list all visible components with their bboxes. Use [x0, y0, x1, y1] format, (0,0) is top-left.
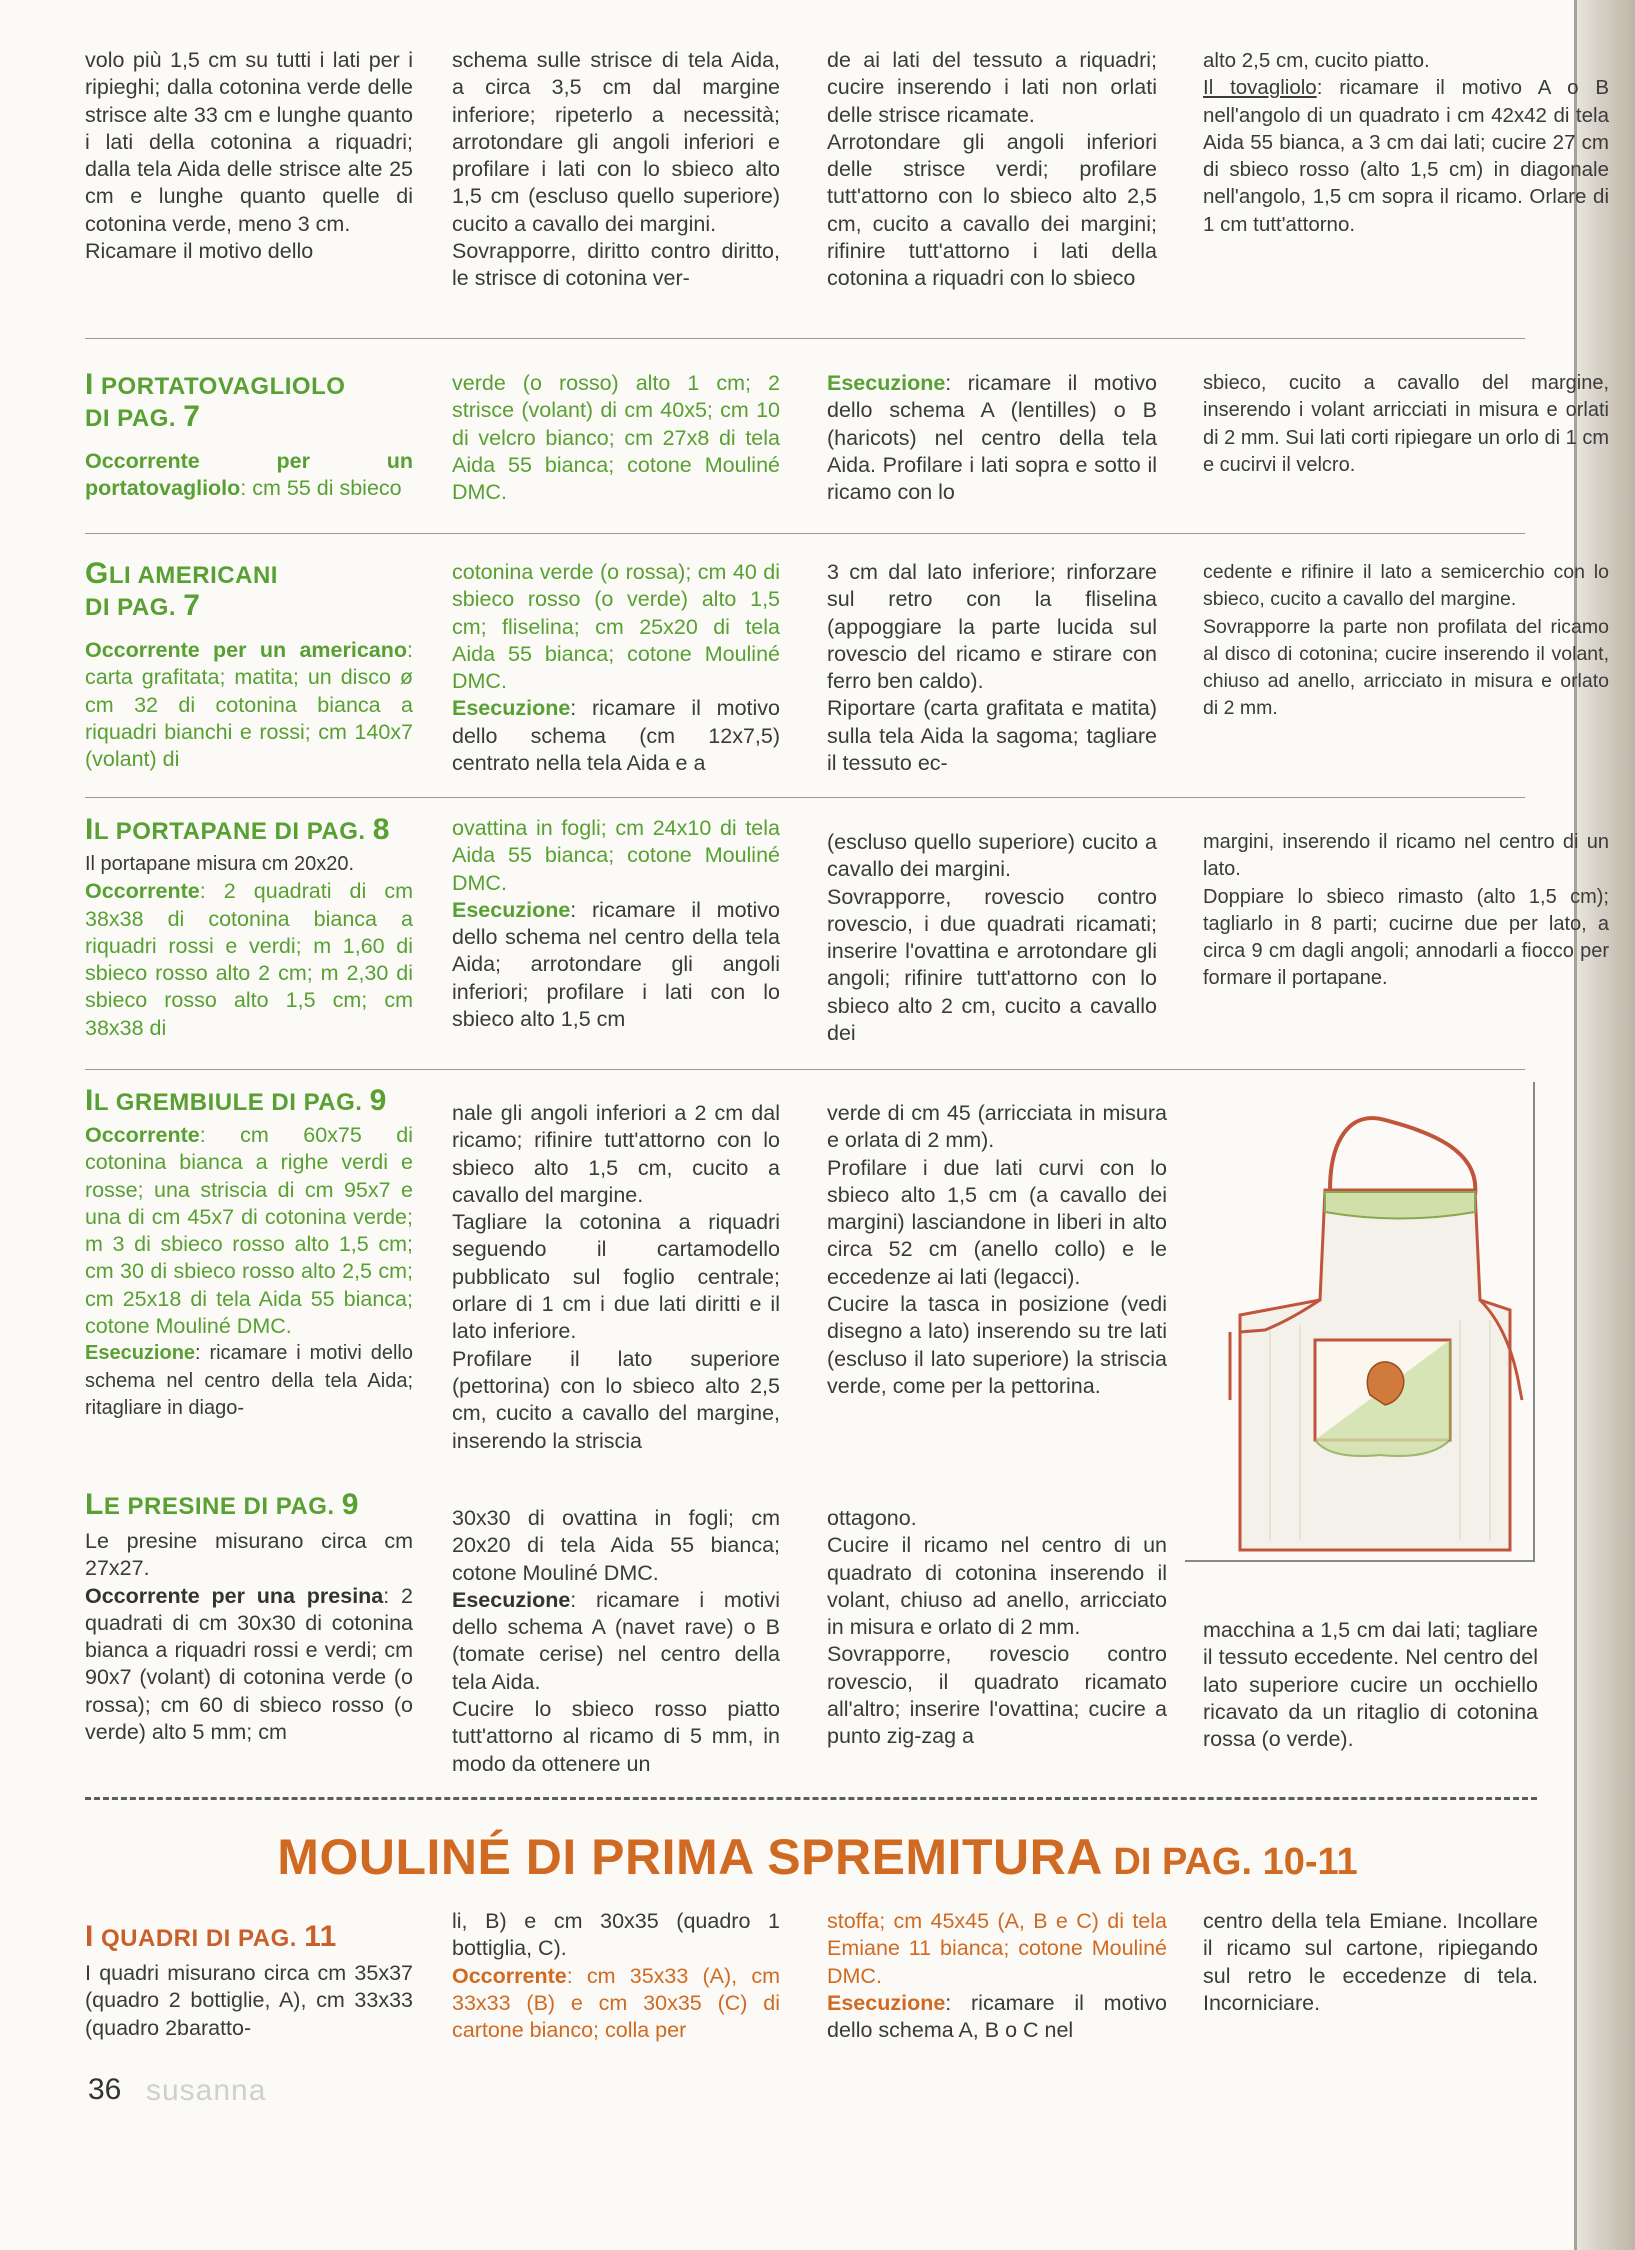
apron-illustration — [1210, 1100, 1530, 1560]
magazine-name: susanna — [146, 2074, 267, 2107]
text-paragraph: sbieco, cucito a cavallo del margine, inserendo i volant arricciati in misura e orlati di 2 mm. Sui lati corti ripiegare un orlo di 1 cm e cucirvi il velcro. — [1203, 372, 1609, 476]
text-paragraph: : ricamare il motivo dello schema A (lentilles) o B (haricots) nel centro della tela Aida. Profilare i lati sopra e sotto il ricamo con lo — [827, 371, 1157, 505]
esecuzione-label: Esecuzione — [452, 897, 571, 922]
text-paragraph: verde di cm 45 (arricciata in misura e orlata di 2 mm). — [827, 1101, 1167, 1153]
text-paragraph: 3 cm dal lato inferiore; rinforzare sul retro con la fliselina (appoggiare la parte lucida sul rovescio del ricamo e stirare con ferro ben caldo). — [827, 560, 1157, 694]
text-paragraph: li, B) e cm 30x35 (quadro 1 bottiglia, C). — [452, 1909, 780, 1961]
text-paragraph: verde (o rosso) alto 1 cm; 2 strisce (volant) di cm 40x5; cm 10 di velcro bianco; cm 27x8 di tela Aida 55 bianca; cotone Mouliné DMC. — [452, 371, 780, 505]
text-paragraph: (escluso quello superiore) cucito a cavallo dei margini. — [827, 830, 1157, 882]
occorrente-label: Occorrente — [452, 1963, 567, 1988]
chapter-banner — [0, 1828, 1635, 1886]
occorrente-label: Occorrente per un americano — [85, 638, 408, 662]
apron-bib-ruffle — [1325, 1192, 1475, 1219]
section-title: GLI AMERICANI DI PAG. 7 — [85, 557, 278, 622]
text-paragraph: ovattina in fogli; cm 24x10 di tela Aida 55 bianca; cotone Mouliné DMC. — [452, 816, 780, 895]
section-title: IL GREMBIULE DI PAG. 9 — [85, 1084, 387, 1117]
banner-subtitle: DI PAG. 10-11 — [1102, 1841, 1358, 1883]
text-paragraph: : ricamare il motivo dello schema A, B o C nel — [827, 1990, 1167, 2043]
text-paragraph: : ricamare i motivi dello schema nel centro della tela Aida; ritagliare in diago- — [85, 1342, 413, 1419]
text-paragraph: Tagliare la cotonina a riquadri seguendo il cartamodello pubblicato sul foglio centrale; orlare di 1 cm i due lati diritti e il lato inferiore. — [452, 1210, 780, 1344]
text-paragraph: : cm 35x33 (A), cm 33x33 (B) e cm 30x35 (C) di cartone bianco; colla per — [452, 1963, 780, 2043]
section-divider — [85, 533, 1525, 534]
text-paragraph: Sovrapporre, rovescio contro rovescio, il quadrato ricamato all'altro; inserire l'ovattina; cucire a punto zig-zag a — [827, 1642, 1167, 1749]
text-paragraph: Arrotondare gli angoli inferiori delle strisce verdi; profilare tutt'attorno con lo sbieco alto 2,5 cm, cucito a cavallo dei margini; rifinire tutt'attorno i lati della cotonina a riquadri con lo sbieco — [827, 129, 1157, 291]
esecuzione-label: Esecuzione — [827, 371, 946, 395]
text-paragraph: Sovrapporre, diritto contro diritto, le strisce di cotonina ver- — [452, 239, 780, 291]
text-paragraph: cedente e rifinire il lato a semicerchio con lo sbieco, cucito a cavallo del margine. — [1203, 561, 1609, 611]
page-spine — [1575, 0, 1635, 2250]
text-paragraph: : ricamare il motivo dello schema (cm 12x7,5) centrato nella tela Aida e a — [452, 696, 780, 776]
text-paragraph: 30x30 di ovattina in fogli; cm 20x20 di tela Aida 55 bianca; cotone Mouliné DMC. — [452, 1506, 780, 1585]
text-paragraph: : 2 quadrati di cm 38x38 di cotonina bianca a riquadri rossi e verdi; m 1,60 di sbieco rosso alto 2 cm; m 2,30 di sbieco rosso alto 1,5 cm; cm 38x38 di — [85, 879, 413, 1040]
text-paragraph: stoffa; cm 45x45 (A, B e C) di tela Emiane 11 bianca; cotone Mouliné DMC. — [827, 1909, 1167, 1988]
text-paragraph: Cucire lo sbieco rosso piatto tutt'attorno al ricamo di 5 mm, in modo da ottenere un — [452, 1697, 780, 1776]
text-paragraph: : ricamare il motivo dello schema nel centro della tela Aida; arrotondare gli angoli inferiori; profilare i lati con lo sbieco alto 1,5 cm — [452, 897, 780, 1032]
text-paragraph: : carta grafitata; matita; un disco ø cm 32 di cotonina bianca a riquadri bianchi e rossi; cm 140x7 (volant) di — [85, 638, 413, 772]
esecuzione-label: Esecuzione — [827, 1990, 946, 2015]
apron-neck-loop — [1330, 1118, 1475, 1195]
occorrente-label: Occorrente — [85, 1123, 200, 1147]
text-paragraph: : cm 60x75 di cotonina bianca a righe verdi e rosse; una striscia di cm 95x7 e una di cm 45x7 di cotonina verde; m 3 di sbieco rosso alto 1,5 cm; cm 30 di sbieco rosso alto 2,5 cm; cm 25x18 di tela Aida 55 bianca; cotone Mouliné DMC. — [85, 1123, 413, 1339]
page-number: 36 — [88, 2073, 122, 2106]
section-divider — [85, 797, 1525, 798]
esecuzione-label: Esecuzione — [85, 1342, 196, 1365]
section-divider — [85, 1069, 1525, 1070]
dashed-separator — [85, 1797, 1537, 1800]
text-paragraph: : ricamare i motivi dello schema A (navet rave) o B (tomate cerise) nel centro della tela Aida. — [452, 1587, 780, 1694]
text-paragraph: ottagono. — [827, 1506, 917, 1530]
text-paragraph: Sovrapporre, rovescio contro rovescio, i due quadrati ricamati; inserire l'ovattina e arrotondare gli angoli; rifinire tutt'attorno con lo sbieco alto 2 cm, cucito a cavallo dei — [827, 884, 1157, 1046]
text-paragraph: : ricamare il motivo A o B nell'angolo di un quadrato i cm 42x42 di tela Aida 55 bianca, a 3 cm dai lati; cucire 27 cm di sbieco rosso (alto 1,5 cm) in diagonale nell'angolo, 1,5 cm sopra il ricamo. Orlare di 1 cm tutt'attorno. — [1203, 76, 1609, 236]
text-paragraph: Cucire la tasca in posizione (vedi disegno a lato) inserendo su tre lati (escluso il lato superiore) la striscia verde, come per la pettorina. — [827, 1292, 1167, 1398]
text-paragraph: nale gli angoli inferiori a 2 cm dal ricamo; rifinire tutt'attorno con lo sbieco alto 1,5 cm, cucito a cavallo del margine. — [452, 1101, 780, 1207]
text-paragraph: schema sulle strisce di tela Aida, a circa 3,5 cm dal margine inferiore; ripeterlo a necessità; arrotondare gli angoli inferiori e profilare i lati con lo sbieco alto 1,5 cm (escluso quello superiore) cucito a cavallo dei margini. — [452, 48, 780, 236]
text-paragraph: Cucire il ricamo nel centro di un quadrato di cotonina inserendo il volant, chiuso ad anello, arricciato in misura e orlato di 2 mm. — [827, 1533, 1167, 1640]
text-paragraph: : cm 55 di sbieco — [240, 476, 402, 501]
occorrente-label: Occorrente per un portatovagliolo — [85, 449, 413, 501]
text-paragraph: Sovrapporre la parte non profilata del ricamo al disco di cotonina; cucire inserendo il volant, chiuso ad anello, arricciato in misura e orlato di 2 mm. — [1203, 615, 1609, 720]
text-paragraph: centro della tela Emiane. Incollare il ricamo sul cartone, ripiegando sul retro le eccedenze di tela. Incorniciare. — [1203, 1909, 1538, 2015]
text-paragraph: Riportare (carta grafitata e matita) sulla tela Aida la sagoma; tagliare il tessuto ec- — [827, 696, 1157, 776]
text-paragraph: alto 2,5 cm, cucito piatto. — [1203, 49, 1430, 72]
text-paragraph: I quadri misurano circa cm 35x37 (quadro 2 bottiglie, A), cm 33x33 (quadro 2baratto- — [85, 1961, 413, 2040]
text-paragraph: Le presine misurano circa cm 27x27. — [85, 1529, 413, 1581]
text-paragraph: margini, inserendo il ricamo nel centro di un lato. — [1203, 831, 1609, 881]
text-paragraph: cotonina verde (o rossa); cm 40 di sbieco rosso (o verde) alto 1,5 cm; fliselina; cm 25x20 di tela Aida 55 bianca; cotone Mouliné DMC. — [452, 560, 780, 694]
section-title: IL PORTAPANE DI PAG. 8 — [85, 813, 390, 846]
section-title: I PORTATOVAGLIOLO DI PAG. 7 — [85, 368, 346, 433]
banner-title: MOULINÉ DI PRIMA SPREMITURA — [277, 1829, 1103, 1885]
text-paragraph: Ricamare il motivo dello — [85, 239, 314, 264]
section-title: LE PRESINE DI PAG. 9 — [85, 1488, 359, 1521]
section-title: I QUADRI DI PAG. 11 — [85, 1920, 337, 1953]
text-paragraph: volo più 1,5 cm su tutti i lati per i ripieghi; dalla cotonina verde delle strisce alte 33 cm e lunghe quanto i lati della cotonina a riquadri; dalla tela Aida delle strisce alte 25 cm e lunghe quanto quelle di cotonina verde, meno 3 cm. — [85, 48, 413, 236]
text-paragraph: : 2 quadrati di cm 30x30 di cotonina bianca a riquadri rossi e verdi; cm 90x7 (volant) di cotonina verde (o rossa); cm 60 di sbieco rosso (o verde) alto 5 mm; cm — [85, 1583, 413, 1745]
section-divider — [85, 338, 1525, 339]
text-paragraph: Doppiare lo sbieco rimasto (alto 1,5 cm); tagliarlo in 8 parti; cucirne due per lato, a circa 9 cm dagli angoli; annodarli a fiocco per formare il portapane. — [1203, 885, 1609, 990]
spine-edge — [1574, 0, 1577, 2250]
occorrente-label: Occorrente per una presina — [85, 1583, 384, 1608]
esecuzione-label: Esecuzione — [452, 1587, 571, 1612]
occorrente-label: Occorrente — [85, 879, 200, 904]
text-paragraph: Profilare il lato superiore (pettorina) con lo sbieco alto 2,5 cm, cucito a cavallo del margine, inserendo la striscia — [452, 1346, 780, 1453]
text-paragraph: Profilare i due lati curvi con lo sbieco alto 1,5 cm (a cavallo dei margini) lasciandone in liberi in alto circa 52 cm (anello collo) e le eccedenze ai lati (legacci). — [827, 1155, 1167, 1289]
esecuzione-label: Esecuzione — [452, 696, 571, 721]
text-paragraph: macchina a 1,5 cm dai lati; tagliare il tessuto eccedente. Nel centro del lato superiore cucire un occhiello ricavato da un ritaglio di cotonina rossa (o verde). — [1203, 1618, 1538, 1752]
inline-label: Il tovagliolo — [1203, 76, 1317, 100]
text-paragraph: de ai lati del tessuto a riquadri; cucire inserendo i lati non orlati delle strisce ricamate. — [827, 48, 1157, 127]
text-paragraph: Il portapane misura cm 20x20. — [85, 853, 355, 875]
